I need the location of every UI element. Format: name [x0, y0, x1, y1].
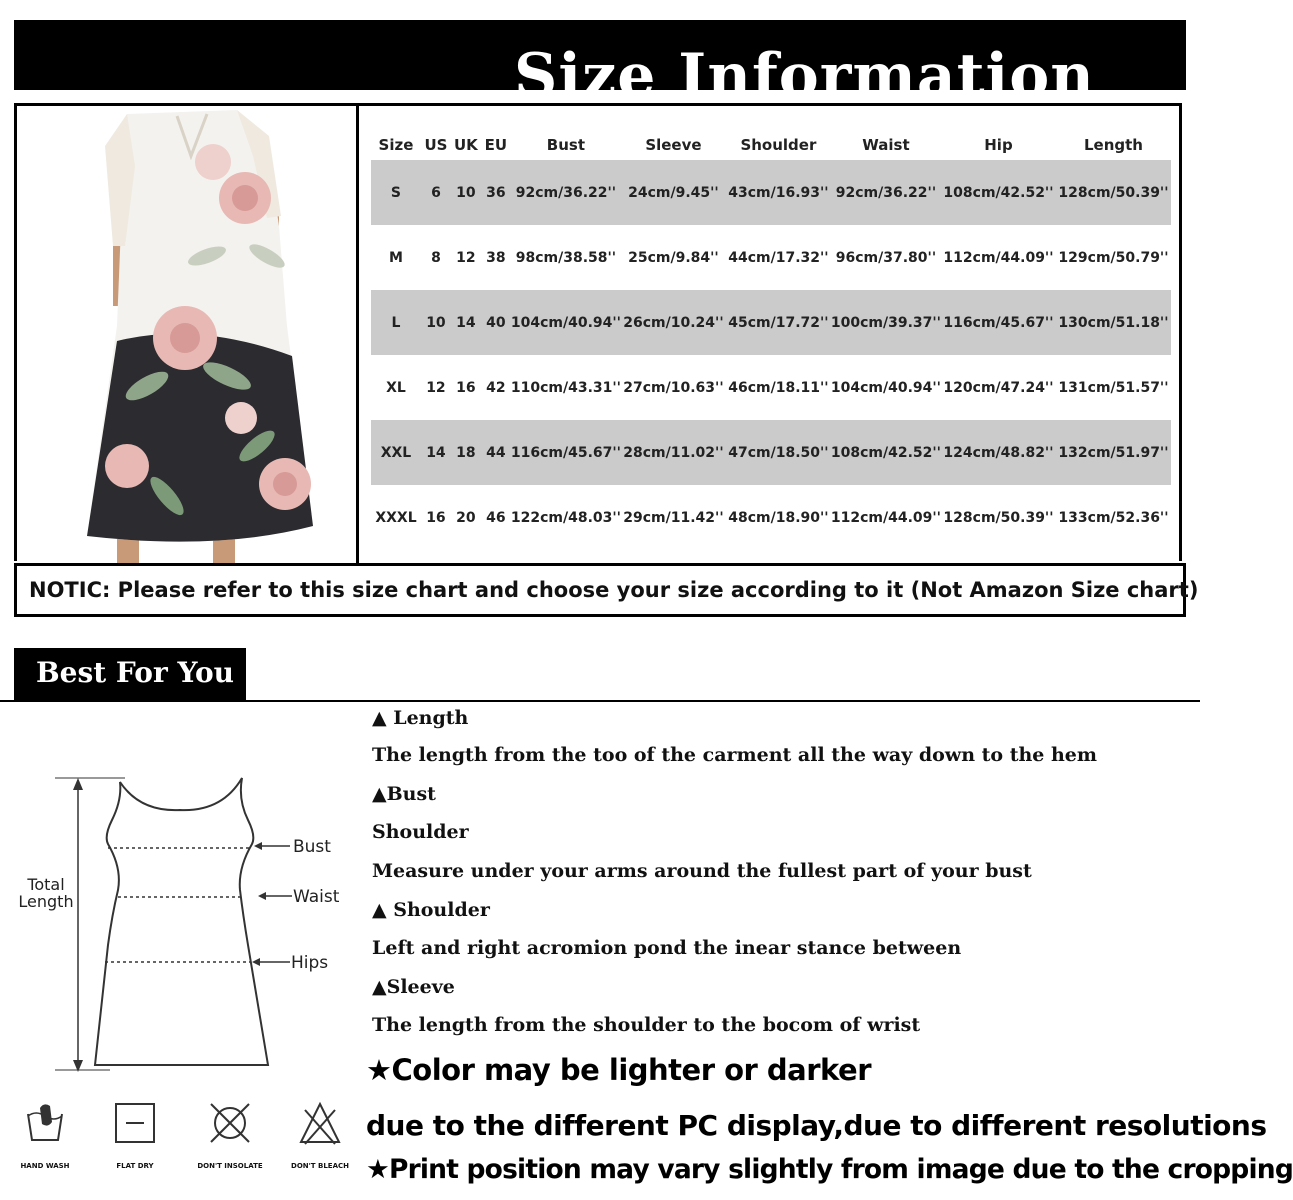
header-waist: Waist [862, 136, 910, 154]
page-title: Size Information [514, 41, 1095, 111]
care-label: DON'T INSOLATE [197, 1162, 263, 1170]
shoulder-heading: ▲ Shoulder [372, 899, 490, 921]
care-label: HAND WASH [20, 1162, 70, 1170]
header-shoulder: Shoulder [740, 136, 817, 154]
table-cell: 46 [486, 509, 506, 526]
table-cell: 92cm/36.22'' [831, 160, 941, 225]
header-sleeve: Sleeve [645, 136, 702, 154]
title-banner [14, 20, 1186, 111]
dress-outline-icon [0, 740, 350, 1080]
flat-dry-care [100, 1100, 170, 1190]
table-cell: 104cm/40.94'' [830, 379, 941, 396]
table-cell: 40 [481, 290, 511, 355]
header-hip: Hip [984, 136, 1013, 154]
table-cell: 14 [451, 290, 481, 355]
table-cell: 110cm/43.31'' [510, 379, 621, 396]
table-cell: XXL [371, 420, 421, 485]
table-cell: 100cm/39.37'' [831, 290, 941, 355]
table-cell: 122cm/48.03'' [510, 509, 621, 526]
table-row [371, 160, 1171, 225]
table-cell: 96cm/37.80'' [835, 249, 937, 266]
table-cell: S [371, 160, 421, 225]
measurement-diagram [0, 740, 350, 1080]
table-cell: 16 [456, 379, 476, 396]
bust-label: Bust [293, 837, 331, 857]
table-row [371, 420, 1171, 485]
shoulder-description: Left and right acromion pond the inear stance between [372, 937, 962, 959]
table-cell: 45cm/17.72'' [726, 290, 831, 355]
waist-label: Waist [293, 887, 340, 907]
table-cell: 130cm/51.18'' [1056, 290, 1171, 355]
table-cell: 20 [456, 509, 476, 526]
no-bleach-icon [297, 1100, 343, 1146]
table-cell: 104cm/40.94'' [511, 290, 621, 355]
table-cell: 124cm/48.82'' [941, 420, 1056, 485]
header-length: Length [1083, 136, 1143, 154]
flat-dry-icon [112, 1100, 158, 1146]
table-row [371, 355, 1171, 420]
size-chart-box [14, 103, 1182, 561]
table-cell: 128cm/50.39'' [1056, 160, 1171, 225]
table-cell: 120cm/47.24'' [943, 379, 1054, 396]
notice-box [14, 563, 1199, 617]
table-cell: 36 [481, 160, 511, 225]
table-cell: 108cm/42.52'' [831, 420, 941, 485]
bust-description: Measure under your arms around the fullest part of your bust [372, 860, 1032, 882]
sleeve-description: The length from the shoulder to the bocom of wrist [372, 1014, 921, 1036]
sleeve-heading: ▲Sleeve [372, 976, 455, 998]
table-cell: 132cm/51.97'' [1056, 420, 1171, 485]
care-icons [10, 1100, 350, 1190]
print-position-note: ★Print position may vary slightly from image due to the cropping [366, 1154, 1293, 1185]
table-cell: 44 [481, 420, 511, 485]
table-cell: 14 [421, 420, 451, 485]
table-cell: 6 [421, 160, 451, 225]
table-cell: 27cm/10.63'' [623, 379, 724, 396]
table-cell: 108cm/42.52'' [941, 160, 1056, 225]
dont-insolate-care [195, 1100, 265, 1190]
table-cell: 98cm/38.58'' [515, 249, 617, 266]
bust-heading: ▲Bust [372, 783, 436, 805]
floral-dress-image [17, 106, 356, 564]
table-cell: 43cm/16.93'' [726, 160, 831, 225]
table-cell: L [371, 290, 421, 355]
table-cell: 44cm/17.32'' [728, 249, 829, 266]
shoulder-subheading: Shoulder [372, 821, 469, 843]
length-description: The length from the too of the carment all the way down to the hem [372, 744, 1097, 766]
table-cell: 131cm/51.57'' [1058, 379, 1169, 396]
table-row [371, 485, 1171, 550]
product-photo [17, 106, 359, 564]
no-sun-icon [207, 1100, 253, 1146]
dont-bleach-care [285, 1100, 355, 1190]
header-us: US [424, 136, 448, 154]
hand-wash-care [10, 1100, 80, 1190]
header-uk: UK [454, 136, 478, 154]
notice-text: NOTIC: Please refer to this size chart and choose your size according to it (Not Amazon Size chart) [29, 578, 1199, 602]
table-cell: 10 [421, 290, 451, 355]
table-cell: 112cm/44.09'' [830, 509, 941, 526]
table-row [371, 225, 1171, 290]
table-cell: XL [386, 379, 406, 396]
table-cell: 116cm/45.67'' [511, 420, 621, 485]
table-cell: 92cm/36.22'' [511, 160, 621, 225]
total-length-label: Length [18, 892, 74, 911]
table-cell: 24cm/9.45'' [621, 160, 726, 225]
table-cell: 47cm/18.50'' [726, 420, 831, 485]
table-cell: 18 [451, 420, 481, 485]
header-bust: Bust [546, 136, 586, 154]
header-size: Size [378, 136, 414, 154]
table-cell: 10 [451, 160, 481, 225]
display-note: due to the different PC display,due to different resolutions [366, 1109, 1267, 1142]
care-label: FLAT DRY [116, 1162, 154, 1170]
header-eu: EU [484, 136, 508, 154]
table-cell: 129cm/50.79'' [1058, 249, 1169, 266]
table-cell: 12 [426, 379, 446, 396]
table-cell: 28cm/11.02'' [621, 420, 726, 485]
care-label: DON'T BLEACH [291, 1162, 349, 1170]
table-cell: 116cm/45.67'' [941, 290, 1056, 355]
table-cell: 128cm/50.39'' [943, 509, 1054, 526]
table-cell: 26cm/10.24'' [621, 290, 726, 355]
best-for-you-tab [14, 648, 246, 700]
hips-label: Hips [291, 953, 329, 973]
table-cell: XXXL [375, 509, 417, 526]
table-cell: 112cm/44.09'' [943, 249, 1054, 266]
hand-wash-icon [22, 1100, 68, 1146]
size-table [371, 130, 1171, 550]
best-for-you-label: Best For You [36, 656, 235, 689]
total-length-label: Total [27, 875, 65, 894]
color-note: ★Color may be lighter or darker [366, 1053, 872, 1087]
table-cell: 38 [486, 249, 506, 266]
table-cell: 46cm/18.11'' [728, 379, 829, 396]
table-cell: 133cm/52.36'' [1058, 509, 1169, 526]
table-cell: 48cm/18.90'' [728, 509, 829, 526]
table-cell: 8 [431, 249, 441, 266]
table-cell: 12 [456, 249, 476, 266]
table-cell: 16 [426, 509, 446, 526]
table-row [371, 290, 1171, 355]
size-table-header [371, 130, 1171, 160]
table-cell: 29cm/11.42'' [623, 509, 724, 526]
length-heading: ▲ Length [372, 707, 469, 729]
table-cell: 42 [486, 379, 506, 396]
table-cell: M [389, 249, 403, 266]
table-cell: 25cm/9.84'' [628, 249, 719, 266]
section-divider [0, 700, 1200, 702]
